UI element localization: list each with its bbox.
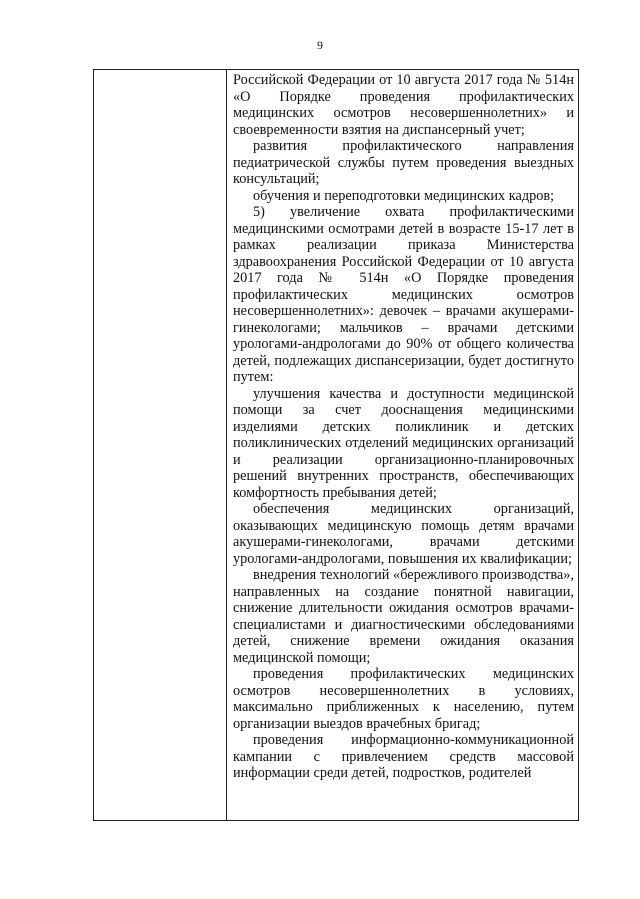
document-table (93, 69, 579, 821)
table-right-column (233, 72, 574, 782)
paragraph: 5) увеличение охвата профилактическими медицинскими осмотрами детей в возрасте 15-17 лет в рамках реализации приказа Министерства здравоохранения Российской Федерации от 10 августа 2017 года № 514н «О Порядке проведения профилактических медицинских осмотров несовершеннолетних»: девочек – врачами акушерами-гинекологами; мальчиков – врачами детскими урологами-андрологами до 90% от общего количества детей, подлежащих диспансеризации, будет достигнуто путем: (233, 204, 574, 385)
paragraph: внедрения технологий «бережливого производства», направленных на создание понятной навигации, снижение длительности ожидания осмотров врачами-специалистами и диагностическими обследованиями детей, снижение времени ожидания оказания медицинской помощи; (233, 567, 574, 666)
paragraph: Российской Федерации от 10 августа 2017 года № 514н «О Порядке проведения профилактических медицинских осмотров несовершеннолетних» и своевременности взятия на диспансерный учет; (233, 72, 574, 138)
page-number: 9 (317, 38, 323, 52)
paragraph: улучшения качества и доступности медицинской помощи за счет дооснащения медицинскими изделиями детских поликлиник и детских поликлинических отделений медицинских организаций и реализации организационно-планировочных решений внутренних пространств, обеспечивающих комфортность пребывания детей; (233, 385, 574, 501)
paragraph: развития профилактического направления педиатрической службы путем проведения выездных консультаций; (233, 138, 574, 187)
table-left-column (94, 70, 227, 820)
paragraph: проведения информационно-коммуникационной кампании с привлечением средств массовой информации среди детей, подростков, родителей (233, 732, 574, 781)
paragraph: проведения профилактических медицинских осмотров несовершеннолетних в условиях, максимально приближенных к населению, путем организации выездов врачебных бригад; (233, 666, 574, 732)
paragraph: обучения и переподготовки медицинских кадров; (253, 187, 555, 204)
paragraph: обеспечения медицинских организаций, оказывающих медицинскую помощь детям врачами акушерами-гинекологами, врачами детскими урологами-андрологами, повышения их квалификации; (233, 501, 574, 567)
